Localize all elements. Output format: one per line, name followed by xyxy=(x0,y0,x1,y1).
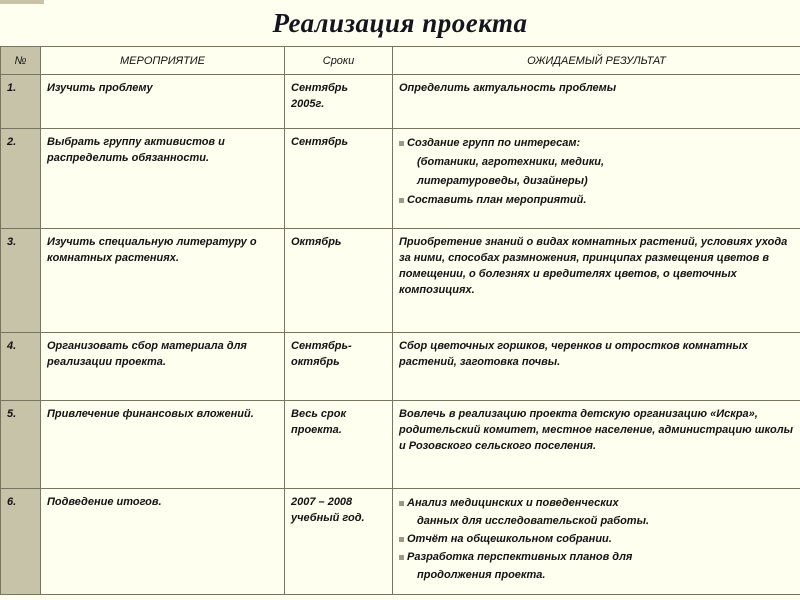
result-line: Сбор цветочных горшков, черенков и отростков комнатных растений, заготовка почвы. xyxy=(399,340,748,368)
row-activity: Изучить специальную литературу о комнатных растениях. xyxy=(41,229,285,333)
top-accent-bar xyxy=(0,0,44,4)
table-header-row xyxy=(1,47,800,75)
term-line: 2005г. xyxy=(291,98,325,110)
row-term xyxy=(285,333,393,401)
row-number: 5. xyxy=(1,401,41,489)
result-line: Определить актуальность проблемы xyxy=(399,82,617,94)
row-result xyxy=(393,401,800,489)
result-line: Вовлечь в реализацию проекта детскую организацию «Искра», родительский комитет, местное население, администрацию школы и Розовского сельского поселения. xyxy=(399,408,794,452)
header-activity: МЕРОПРИЯТИЕ xyxy=(41,47,285,75)
table-row xyxy=(1,229,800,333)
header-number: № xyxy=(1,47,41,75)
row-number: 2. xyxy=(1,129,41,229)
term-line: Весь срок проекта. xyxy=(291,408,347,436)
term-line: Сентябрь xyxy=(291,136,349,148)
row-term xyxy=(285,75,393,129)
row-result xyxy=(393,333,800,401)
table-row xyxy=(1,75,800,129)
project-plan-table xyxy=(0,46,800,595)
result-line: Разработка перспективных планов для xyxy=(399,548,794,566)
table-row xyxy=(1,129,800,229)
row-term xyxy=(285,489,393,595)
row-number: 4. xyxy=(1,333,41,401)
header-result: ОЖИДАЕМЫЙ РЕЗУЛЬТАТ xyxy=(393,47,800,75)
result-line: Составить план мероприятий. xyxy=(399,191,794,210)
result-line: Приобретение знаний о видах комнатных растений, условиях ухода за ними, способах размножения, принципах размещения цветов в помещении, о болезнях и вредителях цветов, о цветочных композициях. xyxy=(399,236,788,296)
row-term xyxy=(285,129,393,229)
table-row xyxy=(1,333,800,401)
result-line: данных для исследовательской работы. xyxy=(417,515,650,527)
row-term xyxy=(285,229,393,333)
result-line: продолжения проекта. xyxy=(417,569,546,581)
result-line: (ботаники, агротехники, медики, xyxy=(417,156,605,168)
term-line: Сентябрь- xyxy=(291,340,352,352)
page-title: Реализация проекта xyxy=(272,8,528,38)
term-line: Октябрь xyxy=(291,236,342,248)
term-line: 2007 – 2008 учебный год. xyxy=(291,496,365,524)
row-result xyxy=(393,129,800,229)
result-line: Отчёт на общешкольном собрании. xyxy=(399,530,794,548)
row-term xyxy=(285,401,393,489)
result-line: литературоведы, дизайнеры) xyxy=(417,175,588,187)
result-line: Анализ медицинских и поведенческих xyxy=(399,494,794,512)
result-line: Создание групп по интересам: xyxy=(399,134,794,153)
row-number: 1. xyxy=(1,75,41,129)
table-row xyxy=(1,401,800,489)
row-result xyxy=(393,489,800,595)
row-result xyxy=(393,229,800,333)
term-line: Сентябрь xyxy=(291,82,349,94)
header-term: Сроки xyxy=(285,47,393,75)
row-activity: Выбрать группу активистов и распределить обязанности. xyxy=(41,129,285,229)
row-activity: Привлечение финансовых вложений. xyxy=(41,401,285,489)
row-activity: Подведение итогов. xyxy=(41,489,285,595)
table-row xyxy=(1,489,800,595)
row-activity: Организовать сбор материала для реализации проекта. xyxy=(41,333,285,401)
term-line: октябрь xyxy=(291,356,340,368)
row-number: 3. xyxy=(1,229,41,333)
row-result xyxy=(393,75,800,129)
row-activity: Изучить проблему xyxy=(41,75,285,129)
row-number: 6. xyxy=(1,489,41,595)
